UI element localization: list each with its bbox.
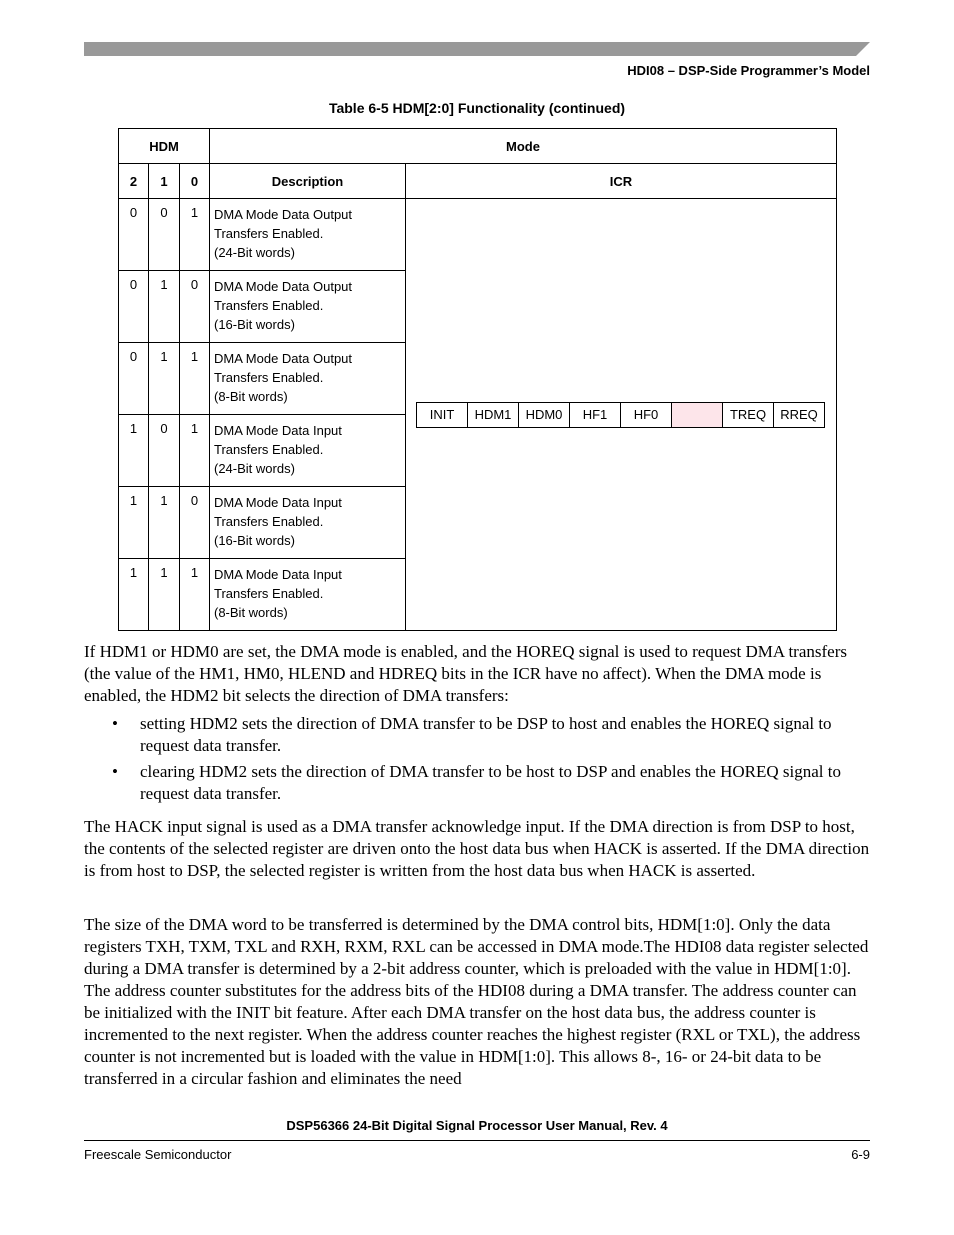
bullet-dot: • <box>112 762 118 781</box>
paragraph-dma-word-size: The size of the DMA word to be transferred is determined by the DMA control bits, HDM[1:0]. Only the data registers TXH, TXM, TXL and RXH, RXM, RXL can be accessed in DMA mode.The HDI08 data register selected during a DMA transfer is determined by a 2-bit address counter, which is preloaded with the value in HDM[1:0]. The address counter substitutes for the address bits of the HDI08 during a DMA transfer. The address counter can be initialized with the INIT bit feature. After each DMA transfer on the host data bus, the address counter is incremented to the next register. When the address counter reaches the highest register (RXL or TXL), the address counter is not incremented but is loaded with the value in HDM[1:0]. This allows 8-, 16- or 24-bit data to be transferred in a circular fashion and eliminates the need <box>84 915 869 1088</box>
icr-bit-rreq: RREQ <box>774 402 825 427</box>
description-line: (16-Bit words) <box>214 317 295 332</box>
footer-rule <box>84 1140 870 1141</box>
mode-header: Mode <box>210 129 837 164</box>
header-bar <box>84 42 870 56</box>
icr-bit-hdm0: HDM0 <box>519 402 570 427</box>
icr-bit-reserved <box>672 402 723 427</box>
icr-bit-treq: TREQ <box>723 402 774 427</box>
body-paragraph <box>84 641 870 707</box>
description-line: (8-Bit words) <box>214 389 288 404</box>
description-line: DMA Mode Data Output <box>214 351 353 366</box>
description-line: Transfers Enabled. <box>214 226 324 241</box>
hdm-functionality-table <box>118 128 837 631</box>
bit0-cell: 1 <box>180 343 210 415</box>
body-paragraph <box>84 914 870 1090</box>
running-header: HDI08 – DSP-Side Programmer’s Model <box>627 63 870 78</box>
icr-bit-hf0: HF0 <box>621 402 672 427</box>
hdm-header: HDM <box>119 129 210 164</box>
paragraph-dma-mode: If HDM1 or HDM0 are set, the DMA mode is enabled, and the HOREQ signal is used to request DMA transfers (the value of the HM1, HM0, HLEND and HDREQ bits in the ICR have no affect). When the DMA mode is enabled, the HDM2 bit selects the direction of DMA transfers: <box>84 642 847 705</box>
description-cell <box>210 487 406 559</box>
bit0-cell: 0 <box>180 487 210 559</box>
description-line: DMA Mode Data Input <box>214 567 342 582</box>
description-line: Transfers Enabled. <box>214 298 324 313</box>
page-number: 6-9 <box>851 1147 870 1162</box>
description-line: DMA Mode Data Input <box>214 495 342 510</box>
icr-header: ICR <box>406 164 837 199</box>
bullet-text: clearing HDM2 sets the direction of DMA transfer to be host to DSP and enables the HOREQ signal to request data transfer. <box>140 762 841 803</box>
bit0-cell: 0 <box>180 271 210 343</box>
bit2-cell: 0 <box>119 343 149 415</box>
body-paragraph <box>84 816 870 882</box>
description-line: (8-Bit words) <box>214 605 288 620</box>
description-line: Transfers Enabled. <box>214 514 324 529</box>
icr-bit-init: INIT <box>417 402 468 427</box>
bit2-cell: 1 <box>119 559 149 631</box>
description-line: DMA Mode Data Output <box>214 279 353 294</box>
icr-cell <box>406 199 837 631</box>
description-line: DMA Mode Data Output <box>214 207 353 222</box>
bit2-cell: 0 <box>119 199 149 271</box>
description-cell <box>210 559 406 631</box>
bit1-cell: 1 <box>149 343 180 415</box>
bit0-header: 0 <box>180 164 210 199</box>
description-line: (16-Bit words) <box>214 533 295 548</box>
description-cell <box>210 343 406 415</box>
bit1-cell: 0 <box>149 199 180 271</box>
bit1-cell: 1 <box>149 487 180 559</box>
description-cell <box>210 199 406 271</box>
bit1-cell: 1 <box>149 271 180 343</box>
bullet-dot: • <box>112 714 118 733</box>
bit0-cell: 1 <box>180 415 210 487</box>
icr-register-diagram <box>416 402 825 428</box>
table-caption: Table 6-5 HDM[2:0] Functionality (continued) <box>328 100 626 116</box>
description-line: (24-Bit words) <box>214 245 295 260</box>
bit2-cell: 1 <box>119 487 149 559</box>
bit1-header: 1 <box>149 164 180 199</box>
bit0-cell: 1 <box>180 559 210 631</box>
description-cell <box>210 271 406 343</box>
bit1-cell: 0 <box>149 415 180 487</box>
table-row <box>119 199 837 271</box>
icr-bit-hf1: HF1 <box>570 402 621 427</box>
paragraph-hack: The HACK input signal is used as a DMA transfer acknowledge input. If the DMA direction is from DSP to host, the contents of the selected register are driven onto the host data bus when HACK is asserted. If the DMA direction is from host to DSP, the selected register is written from the host data bus when HACK is asserted. <box>84 817 870 880</box>
footer-title: DSP56366 24-Bit Digital Signal Processor User Manual, Rev. 4 <box>286 1118 668 1133</box>
description-line: (24-Bit words) <box>214 461 295 476</box>
bit2-cell: 0 <box>119 271 149 343</box>
bit0-cell: 1 <box>180 199 210 271</box>
bit1-cell: 1 <box>149 559 180 631</box>
bit2-header: 2 <box>119 164 149 199</box>
description-line: Transfers Enabled. <box>214 442 324 457</box>
icr-bit-hdm1: HDM1 <box>468 402 519 427</box>
description-line: Transfers Enabled. <box>214 586 324 601</box>
footer-company: Freescale Semiconductor <box>84 1147 232 1162</box>
description-line: DMA Mode Data Input <box>214 423 342 438</box>
bit2-cell: 1 <box>119 415 149 487</box>
bullet-text: setting HDM2 sets the direction of DMA transfer to be DSP to host and enables the HOREQ signal to request data transfer. <box>140 714 832 755</box>
description-cell <box>210 415 406 487</box>
description-header: Description <box>210 164 406 199</box>
description-line: Transfers Enabled. <box>214 370 324 385</box>
